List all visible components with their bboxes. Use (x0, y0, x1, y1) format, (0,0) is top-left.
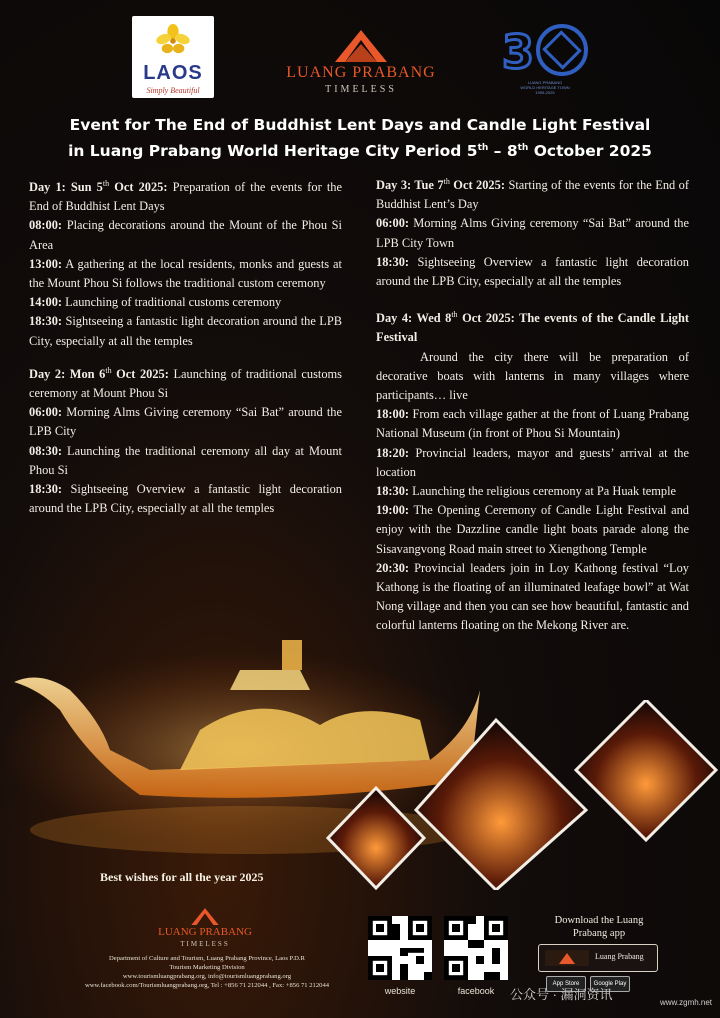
contact-line-2: Tourism Marketing Division (169, 964, 245, 971)
heritage-30-emblem-icon (494, 20, 594, 80)
footer-logo-sub: TIMELESS (180, 940, 230, 948)
laos-logo-word: LAOS (143, 62, 203, 84)
lpb-logo-sub: TIMELESS (325, 84, 397, 95)
contact-line-4[interactable]: www.facebook.com/Tourismluangprabang.org, Tel : +856 71 212044 , Fax: +856 71 212044 (84, 982, 330, 989)
day3-item: 18:30: Sightseeing Overview a fantastic light decoration around the LPB City, especially at all the temples (376, 254, 689, 289)
best-wishes-text: Best wishes for all the year 2025 (100, 870, 264, 884)
day4-item: 18:30: Launching the religious ceremony at Pa Huak temple (376, 484, 677, 499)
app-logo-icon (545, 950, 589, 966)
luang-prabang-logo (268, 26, 454, 98)
download-app-text: Download the Luang Prabang app (554, 915, 644, 939)
world-heritage-30-logo (494, 20, 594, 100)
day4-item: 20:30: Provincial leaders join in Loy Kathong festival “Loy Kathong is the floating of an illuminated leafage bowl” at Wat Nong village and then you can see how beautiful, fantastic and colorful lanterns floating on the Mekong River are. (376, 560, 689, 633)
day4-intro: Around the city there will be preparation of decorative boats with lanterns in many villages where participants… live (376, 349, 689, 403)
event-title (20, 114, 700, 163)
app-store-button[interactable]: App Store (546, 976, 586, 992)
day2-heading: Day 2: Mon 6th Oct 2025: Launching of traditional customs ceremony at Mount Phou Si (29, 365, 342, 401)
day1-item: 18:30: Sightseeing a fantastic light decoration around the LPB City, especially at all the temples (29, 314, 342, 348)
lpb-logo-name: LUANG PRABANG (286, 64, 436, 81)
day2-item: 08:30: Launching the traditional ceremony all day at Mount Phou Si (29, 443, 342, 477)
day1-item: 08:00: Placing decorations around the Mount of the Phou Si Area (29, 218, 342, 252)
laos-logo (132, 16, 214, 98)
title-line-2-start: in Luang Prabang World Heritage City Period 5 (68, 142, 478, 161)
title-line-1: Event for The End of Buddhist Lent Days and Candle Light Festival (69, 116, 651, 134)
day1-item: 14:00: Launching of traditional customs ceremony (29, 295, 282, 310)
svg-text:3: 3 (502, 25, 535, 79)
wechat-watermark: 公众号 · 漏洞资讯 (510, 987, 613, 1002)
facebook-qr-code[interactable] (444, 916, 508, 980)
heritage-line-2: WORLD HERITAGE TOWN (520, 85, 570, 90)
app-name: Luang Prabang (595, 952, 644, 961)
qr-code-icon (444, 916, 508, 980)
right-column (376, 176, 689, 636)
day4-heading: Day 4: Wed 8th Oct 2025: The events of the Candle Light Festival (376, 310, 689, 345)
lantern-photo-collage (326, 700, 720, 890)
contact-line-1: Department of Culture and Tourism, Luang Prabang Province, Laos P.D.R (109, 955, 305, 962)
heritage-line-1: LUANG PRABANG (527, 80, 563, 85)
temple-roof-icon (331, 26, 391, 64)
day2-item: 18:30: Sightseeing Overview a fantastic light decoration around the LPB City, especially at all the temples (29, 482, 342, 516)
google-play-button[interactable]: Google Play (590, 976, 630, 992)
contact-info (52, 954, 362, 990)
contact-line-3[interactable]: www.tourismluangprabang.org, info@tourismluangprabang.org (122, 973, 292, 980)
day2-item: 06:00: Morning Alms Giving ceremony “Sai Bat” around the LPB City (29, 405, 342, 439)
day4-item: 19:00: The Opening Ceremony of Candle Light Festival and enjoy with the Dazzline candle light boats parade along the Sisavangvong Road main street to Xiengthong Temple (376, 503, 689, 556)
title-line-2-end: October 2025 (528, 142, 652, 161)
day4-item: 18:20: Provincial leaders, mayor and guests’ arrival at the location (376, 445, 689, 479)
website-qr-label: website (384, 986, 416, 996)
title-line-2 (20, 137, 700, 163)
day3-item: 06:00: Morning Alms Giving ceremony “Sai Bat” around the LPB City Town (376, 216, 689, 250)
frangipani-flower-icon (154, 24, 192, 56)
day1-heading: Day 1: Sun 5th Oct 2025: Preparation of the events for the End of Buddhist Lent Days (29, 178, 342, 214)
footer-logo-name: LUANG PRABANG (158, 926, 252, 938)
title-sup-2: th (517, 143, 529, 153)
day1-item: 13:00: A gathering at the local residents, monks and guests at the Mount Phou Si follows the traditional custom ceremony (29, 256, 342, 291)
footer-luang-prabang-logo (150, 906, 260, 950)
facebook-qr-label: facebook (457, 986, 495, 996)
app-download-badge[interactable] (538, 944, 658, 972)
laos-logo-tagline: Simply Beautiful (146, 86, 200, 95)
heritage-line-3: 1995-2025 (535, 90, 555, 95)
day3-heading: Day 3: Tue 7th Oct 2025: Starting of the events for the End of Buddhist Lent’s Day (376, 176, 690, 212)
qr-code-icon (368, 916, 432, 980)
footer-temple-roof-icon (188, 906, 222, 926)
website-qr-code[interactable] (368, 916, 432, 980)
day4-item: 18:00: From each village gather at the front of Luang Prabang National Museum (in front of Phou Si Mountain) (376, 407, 689, 441)
title-line-2-mid: – 8 (488, 142, 518, 161)
title-sup-1: th (477, 143, 489, 153)
left-column (29, 178, 342, 518)
site-watermark: www.zgmh.net (660, 998, 713, 1007)
